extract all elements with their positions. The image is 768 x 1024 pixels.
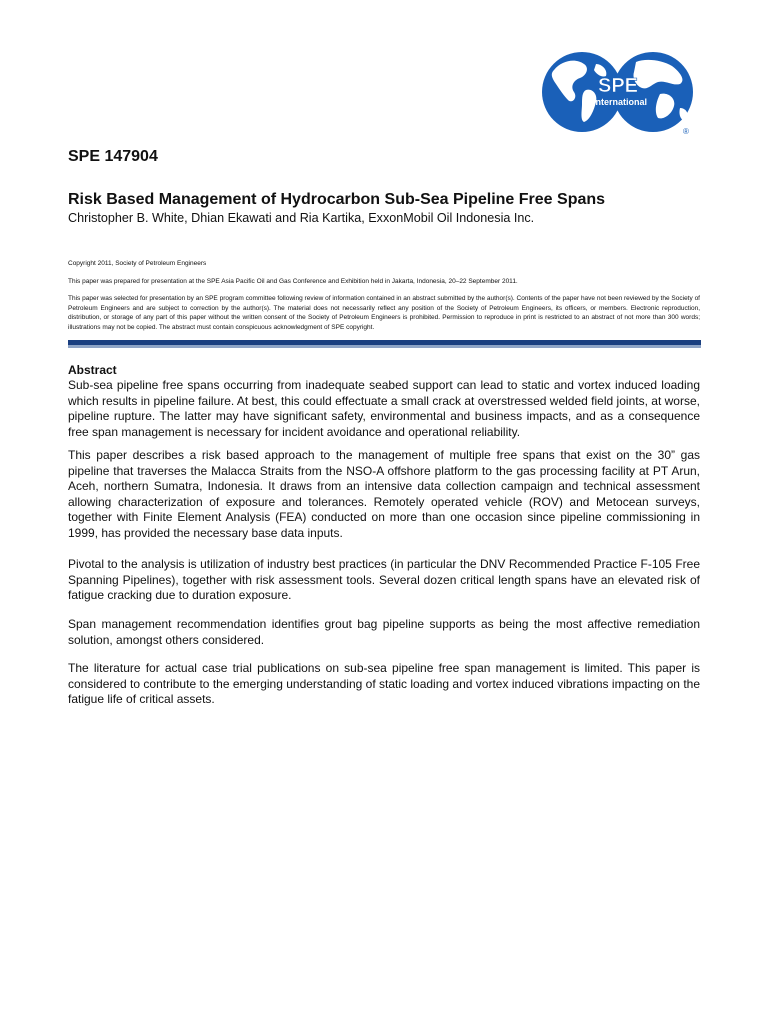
paper-number: SPE 147904 xyxy=(68,148,158,165)
copyright-notice: Copyright 2011, Society of Petroleum Engineers xyxy=(68,260,207,267)
registered-mark: ® xyxy=(683,127,689,136)
abstract-paragraph: Sub-sea pipeline free spans occurring from inadequate seabed support can lead to static and vortex induced loading which results in pipeline failure. At best, this could effectuate a small crack at overstressed welded field joints, at worse, pipeline rupture. The latter may have significant safety, environmental and business impacts, and as a consequence free span management is necessary for incident avoidance and operational reliability. xyxy=(68,378,700,439)
selection-notice: This paper was selected for presentation by an SPE program committee following review of information contained in an abstract submitted by the author(s). Contents of the paper have not been reviewed by the Society of Petroleum Engineers and are subject to correction by the author(s). The material does not necessarily reflect any position of the Society of Petroleum Engineers, its officers, or members. Electronic reproduction, distribution, or storage of any part of this paper without the written consent of the Society of Petroleum Engineers is prohibited. Permission to reproduce in print is restricted to an abstract of not more than 300 words; illustrations may not be copied. The abstract must contain conspicuous acknowledgment of SPE copyright. xyxy=(68,295,700,331)
section-divider xyxy=(68,340,701,348)
logo-sub-text: International xyxy=(592,97,648,107)
abstract-paragraph: The literature for actual case trial publications on sub-sea pipeline free span management is limited. This paper is considered to contribute to the emerging understanding of static loading and vortex induced vibrations impacting on the fatigue life of critical assets. xyxy=(68,661,700,706)
abstract-paragraph: Span management recommendation identifies grout bag pipeline supports as being the most affective remediation solution, amongst others considered. xyxy=(68,617,700,647)
logo-main-text: SPE xyxy=(597,75,639,97)
presentation-notice: This paper was prepared for presentation at the SPE Asia Pacific Oil and Gas Conference and Exhibition held in Jakarta, Indonesia, 20–22 September 2011. xyxy=(68,278,518,285)
paper-title: Risk Based Management of Hydrocarbon Sub-Sea Pipeline Free Spans xyxy=(68,191,606,208)
abstract-paragraph: Pivotal to the analysis is utilization of industry best practices (in particular the DNV Recommended Practice F-105 Free Spanning Pipelines), together with risk assessment tools. Several dozen critical length spans have an elevated risk of fatigue cracking due to duration exposure. xyxy=(68,557,700,602)
abstract-heading: Abstract xyxy=(68,363,117,377)
spe-international-logo xyxy=(540,50,700,138)
abstract-paragraph: This paper describes a risk based approach to the management of multiple free spans that exist on the 30” gas pipeline that traverses the Malacca Straits from the NSO-A offshore platform to the gas processing facility at PT Arun, Aceh, northern Sumatra, Indonesia. It draws from an intensive data collection campaign and technical assessment allowing characterization of exposure and tolerances. Remotely operated vehicle (ROV) and Metocean surveys, together with Finite Element Analysis (FEA) conducted on more than one occasion since pipeline commissioning in 1999, has provided the necessary base data inputs. xyxy=(68,448,700,540)
authors: Christopher B. White, Dhian Ekawati and Ria Kartika, ExxonMobil Oil Indonesia Inc. xyxy=(68,211,535,225)
